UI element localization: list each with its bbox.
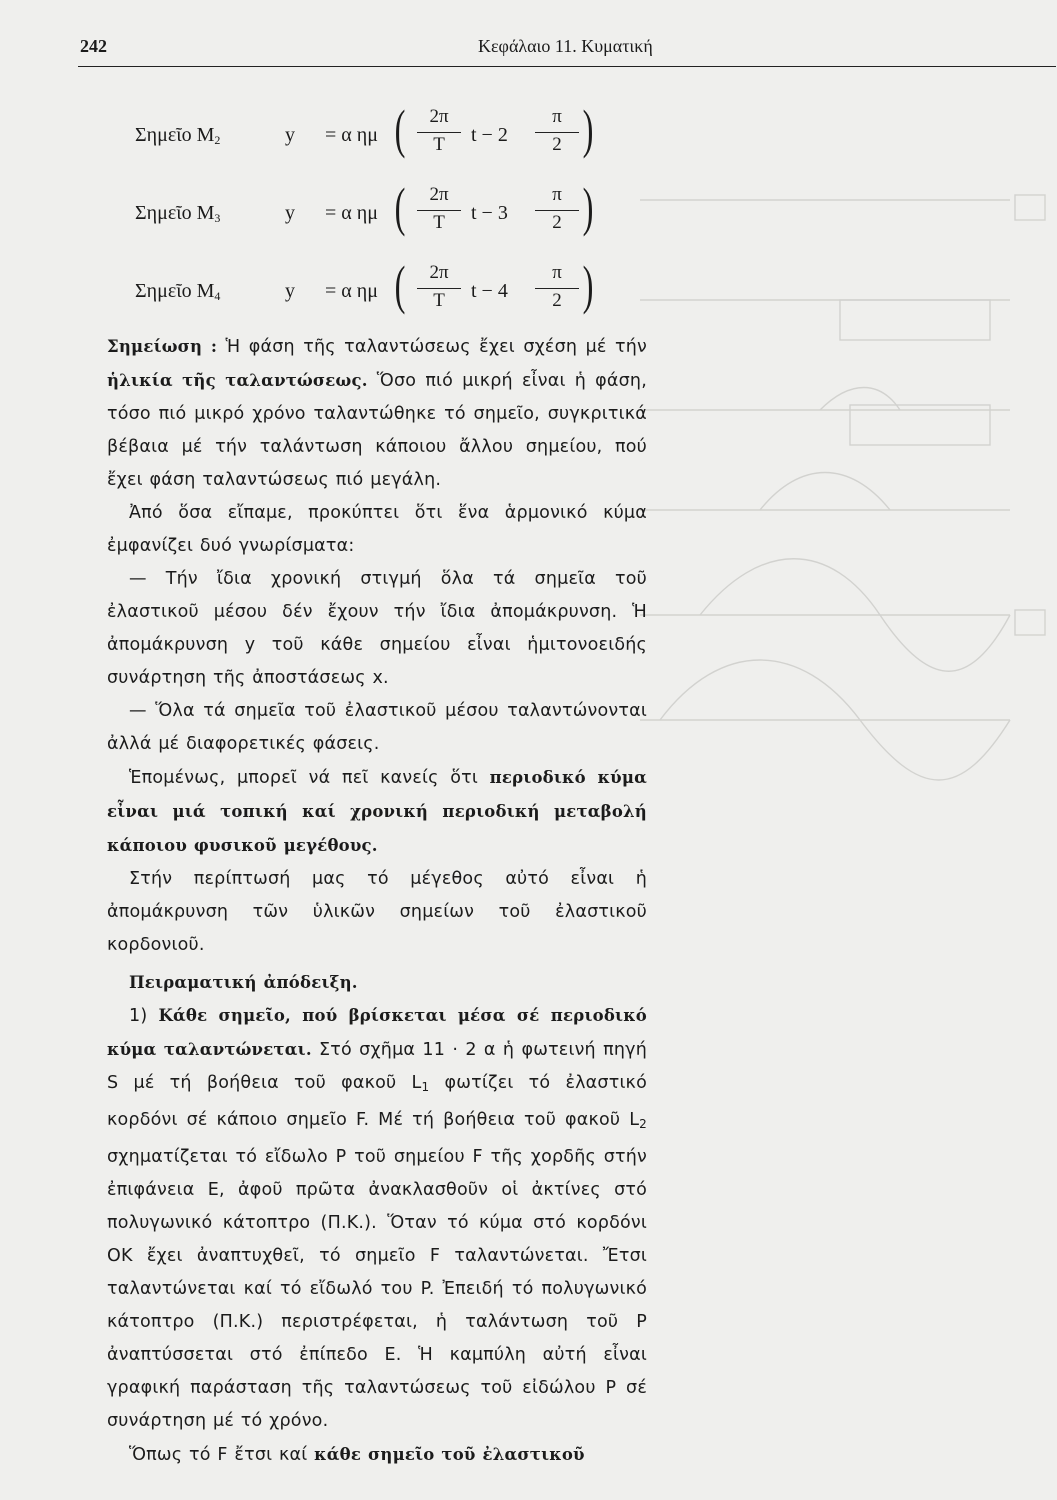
text-column [107,96,647,1472]
last-emphasis: κάθε σημεῖο τοῦ ἐλαστικοῦ [314,1445,585,1464]
features-paragraph: Ἀπό ὅσα εἴπαμε, προκύπτει ὅτι ἕνα ἁρμονικό κύμα ἐμφανίζει δυό γνωρίσματα: [107,503,647,556]
equation-rhs: = α ημ [325,202,378,224]
wave-definition: περιοδικό κύμα εἶναι μιά τοπική καί χρονική περιοδική μεταβολή κάποιου φυσικοῦ μεγέθους. [107,768,647,855]
equation-variable: y [285,124,295,146]
equation-middle: t − 4 [471,280,508,302]
equation-rhs: = α ημ [325,124,378,146]
note-emphasis: ἡλικία τῆς ταλαντώσεως. [107,371,368,390]
right-paren: ) [582,177,594,237]
equation-label: Σημεῖο [135,124,192,146]
left-paren: ( [394,255,406,315]
fraction-angular: 2π T [417,184,461,234]
feature-dash-1: — Τήν ἴδια χρονική στιγμή ὅλα τά σημεῖα τοῦ ἐλαστικοῦ μέσου δέν ἔχουν τήν ἴδια ἀπομάκρυνση. Ἡ ἀπομάκρυνση y τοῦ κάθε σημείου εἶναι ἡμιτονοειδής συνάρτηση τῆς ἀποστάσεως x. [107,569,647,688]
fraction-angular: 2π T [417,106,461,156]
point-name: M [196,280,215,302]
equation-label: Σημεῖο [135,202,192,224]
left-paren: ( [394,99,406,159]
experiment-claim: Κάθε σημεῖο, πού βρίσκεται μέσα σέ περιοδικό κύμα ταλαντώνεται. [107,1006,648,1059]
equation-m3 [107,174,647,252]
case-paragraph: Στήν περίπτωσή μας τό μέγεθος αὐτό εἶναι ἡ ἀπομάκρυνση τῶν ὑλικῶν σημείων τοῦ ἐλαστικοῦ κορδονιοῦ. [107,869,647,955]
note-label: Σημείωση : [107,337,218,356]
body-text [107,330,647,1472]
equation-middle: t − 2 [471,124,508,146]
fraction-angular: 2π T [417,262,461,312]
experiment-paragraph: 1) Κάθε σημεῖο, πού βρίσκεται μέσα σέ περιοδικό κύμα ταλαντώνεται. Στό σχῆμα 11 · 2 α ἡ φωτεινή πηγή S μέ τή βοήθεια τοῦ φακοῦ $L_1$ φωτίζει τό ἐλαστικό κορδόνι σέ κάποιο σημεῖο F. Μέ τή βοήθεια τοῦ φακοῦ $L_2$ σχηματίζεται τό εἴδωλο P τοῦ σημείου F τῆς χορδῆς στήν ἐπιφάνεια E, ἀφοῦ πρῶτα ἀνακλασθοῦν οἱ ἀκτίνες στό πολυγωνικό κάτοπτρο (Π.Κ.). Ὅταν τό κύμα στό κορδόνι OK ἔχει ἀναπτυχθεῖ, τό σημεῖο F ταλαντώνεται. Ἔτσι ταλαντώνεται καί τό εἴδωλό του P. Ἐπειδή τό πολυγωνικό κάτοπτρο (Π.Κ.) περιστρέφεται, ἡ ταλάντωση τοῦ P ἀναπτύσσεται στό ἐπίπεδο E. Ἡ καμπύλη αὐτή εἶναι γραφική παράσταση τῆς ταλαντώσεως τοῦ εἰδώλου P σέ συνάρτηση μέ τό χρόνο. [107,1006,648,1431]
feature-dash-2: — Ὅλα τά σημεῖα τοῦ ἐλαστικοῦ μέσου ταλαντώνονται ἀλλά μέ διαφορετικές φάσεις. [107,701,647,754]
last-paragraph: Ὅπως τό F ἔτσι καί κάθε σημεῖο τοῦ ἐλαστικοῦ [129,1445,585,1465]
right-paren: ) [582,99,594,159]
equation-variable: y [285,202,295,224]
section-heading: Πειραματική ἀπόδειξη. [129,973,358,992]
page-number: 242 [80,36,107,56]
point-index: 4 [214,289,221,303]
note-paragraph: Σημείωση : Ἡ φάση τῆς ταλαντώσεως ἔχει σχέση μέ τήν ἡλικία τῆς ταλαντώσεως. Ὅσο πιό μικρή εἶναι ἡ φάση, τόσο πιό μικρό χρόνο ταλαντώθηκε τό σημεῖο, συγκριτικά βέβαια μέ τήν ταλάντωση κάποιου ἄλλου σημείου, πού ἔχει φάση ταλαντώσεως πιό μεγάλη. [107,337,647,490]
fraction-phase: π 2 [535,262,579,312]
point-index: 2 [214,133,221,147]
equation-variable: y [285,280,295,302]
point-index: 3 [214,211,221,225]
equation-m4 [107,252,647,330]
point-name: M [196,202,215,224]
equation-middle: t − 3 [471,202,508,224]
header-rule [78,66,1056,67]
equation-label: Σημεῖο [135,280,192,302]
running-head: Κεφάλαιο 11. Κυματική [478,36,653,56]
conclusion-paragraph: Ἑπομένως, μπορεῖ νά πεῖ κανείς ὅτι περιοδικό κύμα εἶναι μιά τοπική καί χρονική περιοδική μεταβολή κάποιου φυσικοῦ μεγέθους. [107,768,647,855]
fraction-phase: π 2 [535,184,579,234]
left-paren: ( [394,177,406,237]
fraction-phase: π 2 [535,106,579,156]
point-name: M [196,124,215,146]
page-header [78,36,1038,66]
equation-m2 [107,96,647,174]
equation-rhs: = α ημ [325,280,378,302]
right-paren: ) [582,255,594,315]
